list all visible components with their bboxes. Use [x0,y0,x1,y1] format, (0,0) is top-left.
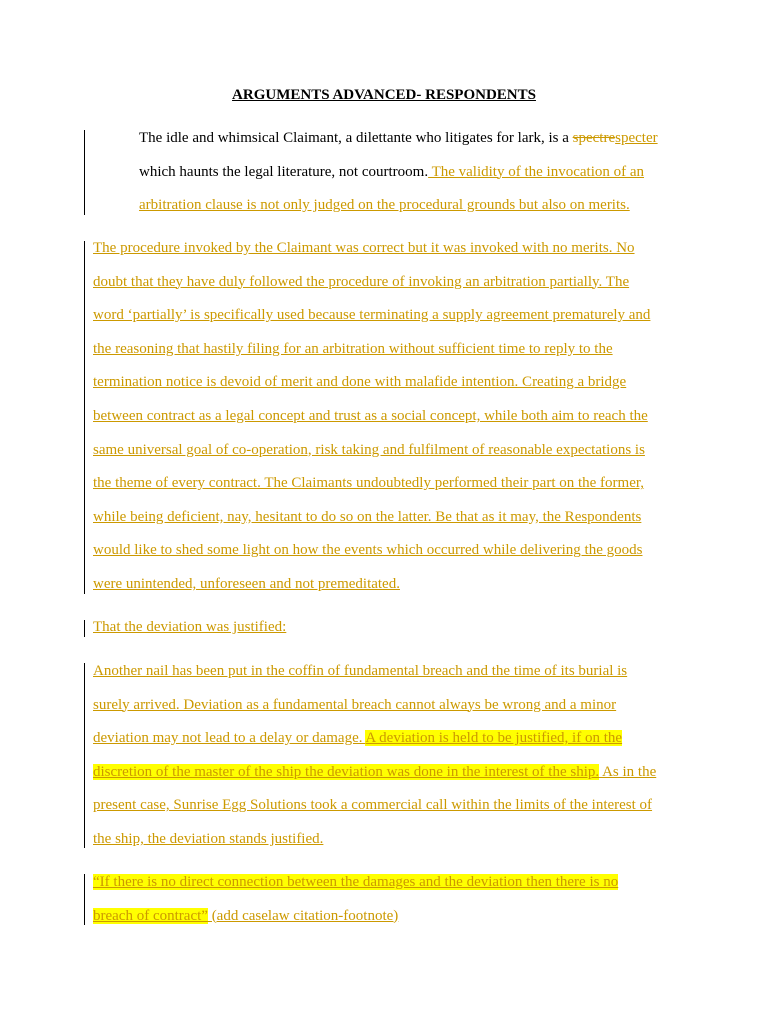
text-line: surely arrived. Deviation as a fundamental breach cannot always be wrong and a minor [93,696,617,713]
text-line [93,189,678,223]
intro-text: which haunts the legal literature, not courtroom. [139,163,429,180]
paragraph-procedure [93,232,678,602]
deviation-text: As in the [599,763,657,780]
text-line: doubt that they have duly followed the procedure of invoking an arbitration partially. The [93,273,630,290]
text-line: same universal goal of co-operation, risk taking and fulfilment of reasonable expectations is [93,441,645,458]
text-line: while being deficient, nay, hesitant to do so on the latter. Be that as it may, the Respondents [93,508,642,525]
text-line [93,756,678,790]
inserted-text: The validity of the invocation of an [428,163,645,180]
paragraph-quote [93,866,678,933]
text-line: the ship, the deviation stands justified. [93,830,324,847]
text-line: present case, Sunrise Egg Solutions took a commercial call within the limits of the interest of [93,797,653,814]
document-title: ARGUMENTS ADVANCED- RESPONDENTS [232,87,536,103]
text-line: between contract as a legal concept and trust as a social concept, while both aim to reach the [93,407,648,424]
deleted-text: spectre [572,130,616,146]
change-bar [84,130,85,215]
change-bar [84,620,85,637]
highlighted-text: A deviation is held to be justified, if on the [365,730,623,747]
text-line [93,900,678,934]
inserted-text: arbitration clause is not only judged on the procedural grounds but also on merits. [139,197,630,214]
text-line [93,866,678,900]
text-line: termination notice is devoid of merit and done with malafide intention. Creating a bridge [93,374,627,391]
highlighted-text: breach of contract” [93,907,208,924]
text-line: word ‘partially’ is specifically used because terminating a supply agreement prematurely and [93,307,651,324]
paragraph-deviation [93,655,678,857]
text-line [93,722,678,756]
citation-note: (add caselaw citation-footnote) [207,907,399,924]
change-bar [84,874,85,925]
deviation-text: deviation may not lead to a delay or damage. [93,730,366,747]
inserted-text: specter [615,130,658,146]
text-line [93,156,678,190]
highlighted-text: discretion of the master of the ship the deviation was done in the interest of the ship. [93,763,600,780]
intro-text: The idle and whimsical Claimant, a dilettante who litigates for lark, is a [139,130,573,146]
change-bar [84,663,85,848]
section-heading [93,611,678,645]
heading-text: That the deviation was justified: [93,619,287,635]
text-line: were unintended, unforeseen and not premeditated. [93,575,400,592]
highlighted-text: “If there is no direct connection between the damages and the deviation then there is no [93,874,619,890]
change-bar [84,241,85,594]
text-line: would like to shed some light on how the events which occurred while delivering the goods [93,542,643,559]
paragraph-intro [93,122,678,223]
text-line: Another nail has been put in the coffin of fundamental breach and the time of its burial is [93,663,628,679]
text-line: The procedure invoked by the Claimant was correct but it was invoked with no merits. No [93,240,635,256]
text-line: the theme of every contract. The Claimants undoubtedly performed their part on the former, [93,475,645,492]
text-line: the reasoning that hastily filing for an arbitration without sufficient time to reply to the [93,340,613,357]
text-line [93,122,678,156]
